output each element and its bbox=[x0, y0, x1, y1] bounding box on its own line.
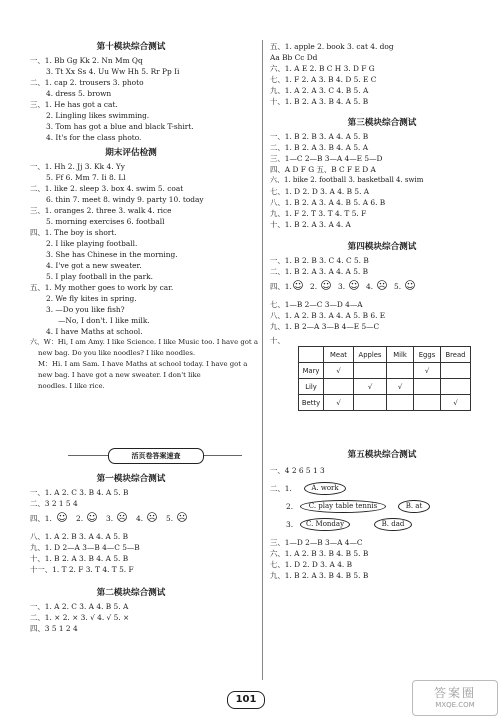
answer-line: 九、1. A 2. A 3. C 4. B 5. A bbox=[270, 86, 369, 95]
answer-line: 3. bbox=[286, 520, 294, 529]
answer-line: 一、1. B 2. B 3. A 4. A 5. B bbox=[270, 132, 369, 141]
answer-line: 2. bbox=[286, 502, 294, 511]
table-header-cell: Milk bbox=[387, 347, 414, 363]
table-header-cell: Apples bbox=[354, 347, 387, 363]
answer-line: 五、1. My mother goes to work by car. bbox=[30, 283, 174, 292]
circled-answer: B. dad bbox=[374, 518, 412, 531]
table-cell: √ bbox=[441, 395, 471, 411]
answer-line: 二、1. cap 2. trousers 3. photo bbox=[30, 78, 144, 87]
answer-line: 5. Ff 6. Mm 7. Ii 8. Ll bbox=[46, 173, 126, 182]
answer-line: 2. bbox=[76, 514, 84, 523]
table-cell bbox=[387, 395, 414, 411]
answer-line: 二、1. B 2. A 3. A 4. A 5. B bbox=[270, 267, 369, 276]
answer-line: 六、1. A 2. B 3. B 4. B 5. B bbox=[270, 549, 369, 558]
page-number: 101 bbox=[227, 691, 265, 709]
answer-key-banner: 活页卷答案速查 bbox=[108, 448, 204, 464]
answer-line: 八、1. A 2. B 3. A 4. A 5. B 6. E bbox=[270, 311, 386, 320]
answer-line: 3. Tt Xx Ss 4. Uu Ww Hh 5. Rr Pp Ii bbox=[46, 67, 180, 76]
circled-answer: C. Monday bbox=[300, 518, 350, 531]
answer-line: 一、1. A 2. C 3. B 4. A 5. B bbox=[30, 488, 129, 497]
answer-line: 一、1. Bb Gg Kk 2. Nn Mm Qq bbox=[30, 56, 143, 65]
table-cell bbox=[441, 363, 471, 379]
answer-line: 五、1. apple 2. book 3. cat 4. dog bbox=[270, 42, 394, 51]
answer-line: 4. It's for the class photo. bbox=[46, 133, 142, 142]
answer-line: 4. bbox=[136, 514, 144, 523]
answer-line: 3. bbox=[338, 282, 346, 291]
answer-line: 5. I play football in the park. bbox=[46, 272, 153, 281]
table-cell: √ bbox=[387, 379, 414, 395]
table-cell bbox=[354, 395, 387, 411]
table-cell: √ bbox=[324, 363, 354, 379]
section-title: 第三模块综合测试 bbox=[347, 118, 417, 128]
smile-icon: ☺ bbox=[348, 279, 360, 292]
answer-line: 6. thin 7. meet 8. windy 9. party 10. today bbox=[46, 195, 204, 204]
frown-icon: ☹ bbox=[146, 511, 158, 524]
answer-line: 二、1. B 2. A 3. B 4. A 5. A bbox=[270, 143, 369, 152]
watermark-title: 答案圈 bbox=[433, 686, 476, 700]
answer-line: new bag. I have got a new sweater. I don't like bbox=[38, 371, 201, 379]
answer-line: 三、1. oranges 2. three 3. walk 4. rice bbox=[30, 206, 172, 215]
table-cell bbox=[414, 395, 441, 411]
table-cell bbox=[324, 379, 354, 395]
answer-line: 四、A D F G 五、B C F E D A bbox=[270, 165, 376, 174]
answer-line: 六、1. bike 2. football 3. basketball 4. swim bbox=[270, 176, 424, 184]
smile-icon: ☺ bbox=[292, 279, 304, 292]
answer-line: 九、1. B 2. A 3. B 4. B 5. B bbox=[270, 571, 369, 580]
table-header-cell bbox=[299, 347, 324, 363]
food-preference-table bbox=[298, 346, 471, 411]
table-cell bbox=[387, 363, 414, 379]
answer-line: 3. She has Chinese in the morning. bbox=[46, 250, 178, 259]
circled-answer: A. work bbox=[304, 482, 346, 495]
answer-line: 八、1. B 2. A 3. A 4. B 5. A 6. B bbox=[270, 198, 386, 207]
table-header-row bbox=[299, 347, 471, 363]
answer-line: 2. bbox=[310, 282, 318, 291]
right-column bbox=[264, 0, 500, 719]
table-header-cell: Bread bbox=[441, 347, 471, 363]
section-title: 第二模块综合测试 bbox=[96, 588, 166, 598]
answer-line: 5. morning exercises 6. football bbox=[46, 217, 165, 226]
answer-line: 一、1. Hh 2. Jj 3. Kk 4. Yy bbox=[30, 162, 125, 171]
answer-line: 二、3 2 1 5 4 bbox=[30, 499, 78, 508]
answer-line: 九、1. F 2. T 3. T 4. T 5. F bbox=[270, 209, 367, 218]
answer-line: 四、1. bbox=[270, 282, 292, 291]
answer-line: 二、1. × 2. × 3. √ 4. √ 5. × bbox=[30, 613, 130, 622]
section-title: 第四模块综合测试 bbox=[347, 242, 417, 252]
smile-icon: ☺ bbox=[320, 279, 332, 292]
answer-line: 三、1—D 2—B 3—A 4—C bbox=[270, 538, 363, 547]
table-cell: Betty bbox=[299, 395, 324, 411]
answer-line: 六、W：Hi, I am Amy. I like Science. I like Music too. I have got a bbox=[30, 338, 258, 346]
smile-icon: ☺ bbox=[86, 511, 98, 524]
answer-line: 4. I have Maths at school. bbox=[46, 327, 143, 336]
answer-line: 十、1. B 2. A 3. B 4. A 5. B bbox=[270, 97, 369, 106]
section-title: 第五模块综合测试 bbox=[347, 450, 417, 460]
answer-line: 七、1. D 2. D 3. A 4. B bbox=[270, 560, 353, 569]
answer-line: 四、3 5 1 2 4 bbox=[30, 624, 78, 633]
watermark-logo bbox=[412, 680, 498, 716]
table-row bbox=[299, 379, 471, 395]
answer-line: 4. dress 5. brown bbox=[46, 89, 112, 98]
answer-line: 三、1. He has got a cat. bbox=[30, 100, 118, 109]
section-title: 期末评估检测 bbox=[105, 148, 157, 158]
column-divider bbox=[262, 40, 263, 680]
answer-line: M：Hi. I am Sam. I have Maths at school today. I have got a bbox=[38, 360, 248, 368]
answer-line: 3. Tom has got a blue and black T-shirt. bbox=[46, 122, 194, 131]
answer-line: 十一、1. T 2. F 3. T 4. T 5. F bbox=[30, 565, 134, 574]
answer-line: 4. I've got a new sweater. bbox=[46, 261, 142, 270]
answer-line: 一、1. B 2. B 3. C 4. C 5. B bbox=[270, 256, 369, 265]
answer-line: 七、1—B 2—C 3—D 4—A bbox=[270, 300, 363, 309]
answer-line: —No, I don't. I like milk. bbox=[58, 316, 150, 325]
answer-line: 2. I like playing football. bbox=[46, 239, 138, 248]
smile-icon: ☺ bbox=[56, 511, 68, 524]
answer-line: 七、1. F 2. A 3. B 4. D 5. E C bbox=[270, 75, 377, 84]
answer-line: 一、4 2 6 5 1 3 bbox=[270, 466, 325, 475]
table-cell bbox=[441, 379, 471, 395]
table-row bbox=[299, 363, 471, 379]
answer-line: 3. —Do you like fish? bbox=[46, 305, 125, 314]
answer-line: 5. bbox=[394, 282, 402, 291]
table-header-cell: Eggs bbox=[414, 347, 441, 363]
section-title: 第十模块综合测试 bbox=[96, 42, 166, 52]
answer-line: Aa Bb Cc Dd bbox=[270, 53, 318, 62]
answer-line: 十、1. B 2. A 3. A 4. A bbox=[270, 220, 351, 229]
answer-line: 十、 bbox=[270, 336, 285, 345]
circled-answer: C. play table tennis bbox=[300, 500, 386, 513]
answer-line: 5. bbox=[166, 514, 174, 523]
answer-line: 四、1. bbox=[30, 514, 52, 523]
frown-icon: ☹ bbox=[116, 511, 128, 524]
answer-line: new bag. Do you like noodles? I like noodles. bbox=[38, 349, 196, 357]
answer-line: 七、1. D 2. D 3. A 4. B 5. A bbox=[270, 187, 370, 196]
table-cell: Lily bbox=[299, 379, 324, 395]
table-row bbox=[299, 395, 471, 411]
answer-line: 2. We fly kites in spring. bbox=[46, 294, 137, 303]
table-cell: √ bbox=[414, 363, 441, 379]
answer-line: 六、1. A E 2. B C H 3. D F G bbox=[270, 64, 375, 73]
section-title: 第一模块综合测试 bbox=[96, 474, 166, 484]
answer-line: 十、1. B 2. A 3. B 4. A 5. B bbox=[30, 554, 129, 563]
answer-line: 一、1. A 2. C 3. A 4. B 5. A bbox=[30, 602, 129, 611]
answer-line: 二、1. like 2. sleep 3. box 4. swim 5. coat bbox=[30, 184, 184, 193]
answer-line: noodles. I like rice. bbox=[38, 382, 105, 390]
frown-icon: ☹ bbox=[376, 279, 388, 292]
answer-line: 三、1—C 2—B 3—A 4—E 5—D bbox=[270, 154, 383, 163]
answer-line: 二、1. bbox=[270, 484, 292, 493]
watermark-url: MXQE.COM bbox=[435, 701, 475, 709]
answer-line: 九、1. B 2—A 3—B 4—E 5—C bbox=[270, 322, 380, 331]
answer-line: 3. bbox=[106, 514, 114, 523]
answer-line: 2. Lingling likes swimming. bbox=[46, 111, 150, 120]
table-header-cell: Meat bbox=[324, 347, 354, 363]
table-cell bbox=[414, 379, 441, 395]
circled-answer: B. at bbox=[398, 500, 430, 513]
smile-icon: ☺ bbox=[404, 279, 416, 292]
table-cell bbox=[354, 363, 387, 379]
answer-line: 4. bbox=[366, 282, 374, 291]
answer-line: 九、1. D 2—A 3—B 4—C 5—B bbox=[30, 543, 140, 552]
table-cell: Mary bbox=[299, 363, 324, 379]
answer-line: 八、1. A 2. B 3. A 4. A 5. B bbox=[30, 532, 129, 541]
table-cell: √ bbox=[324, 395, 354, 411]
answer-line: 四、1. The boy is short. bbox=[30, 228, 117, 237]
table-cell: √ bbox=[354, 379, 387, 395]
frown-icon: ☹ bbox=[176, 511, 188, 524]
